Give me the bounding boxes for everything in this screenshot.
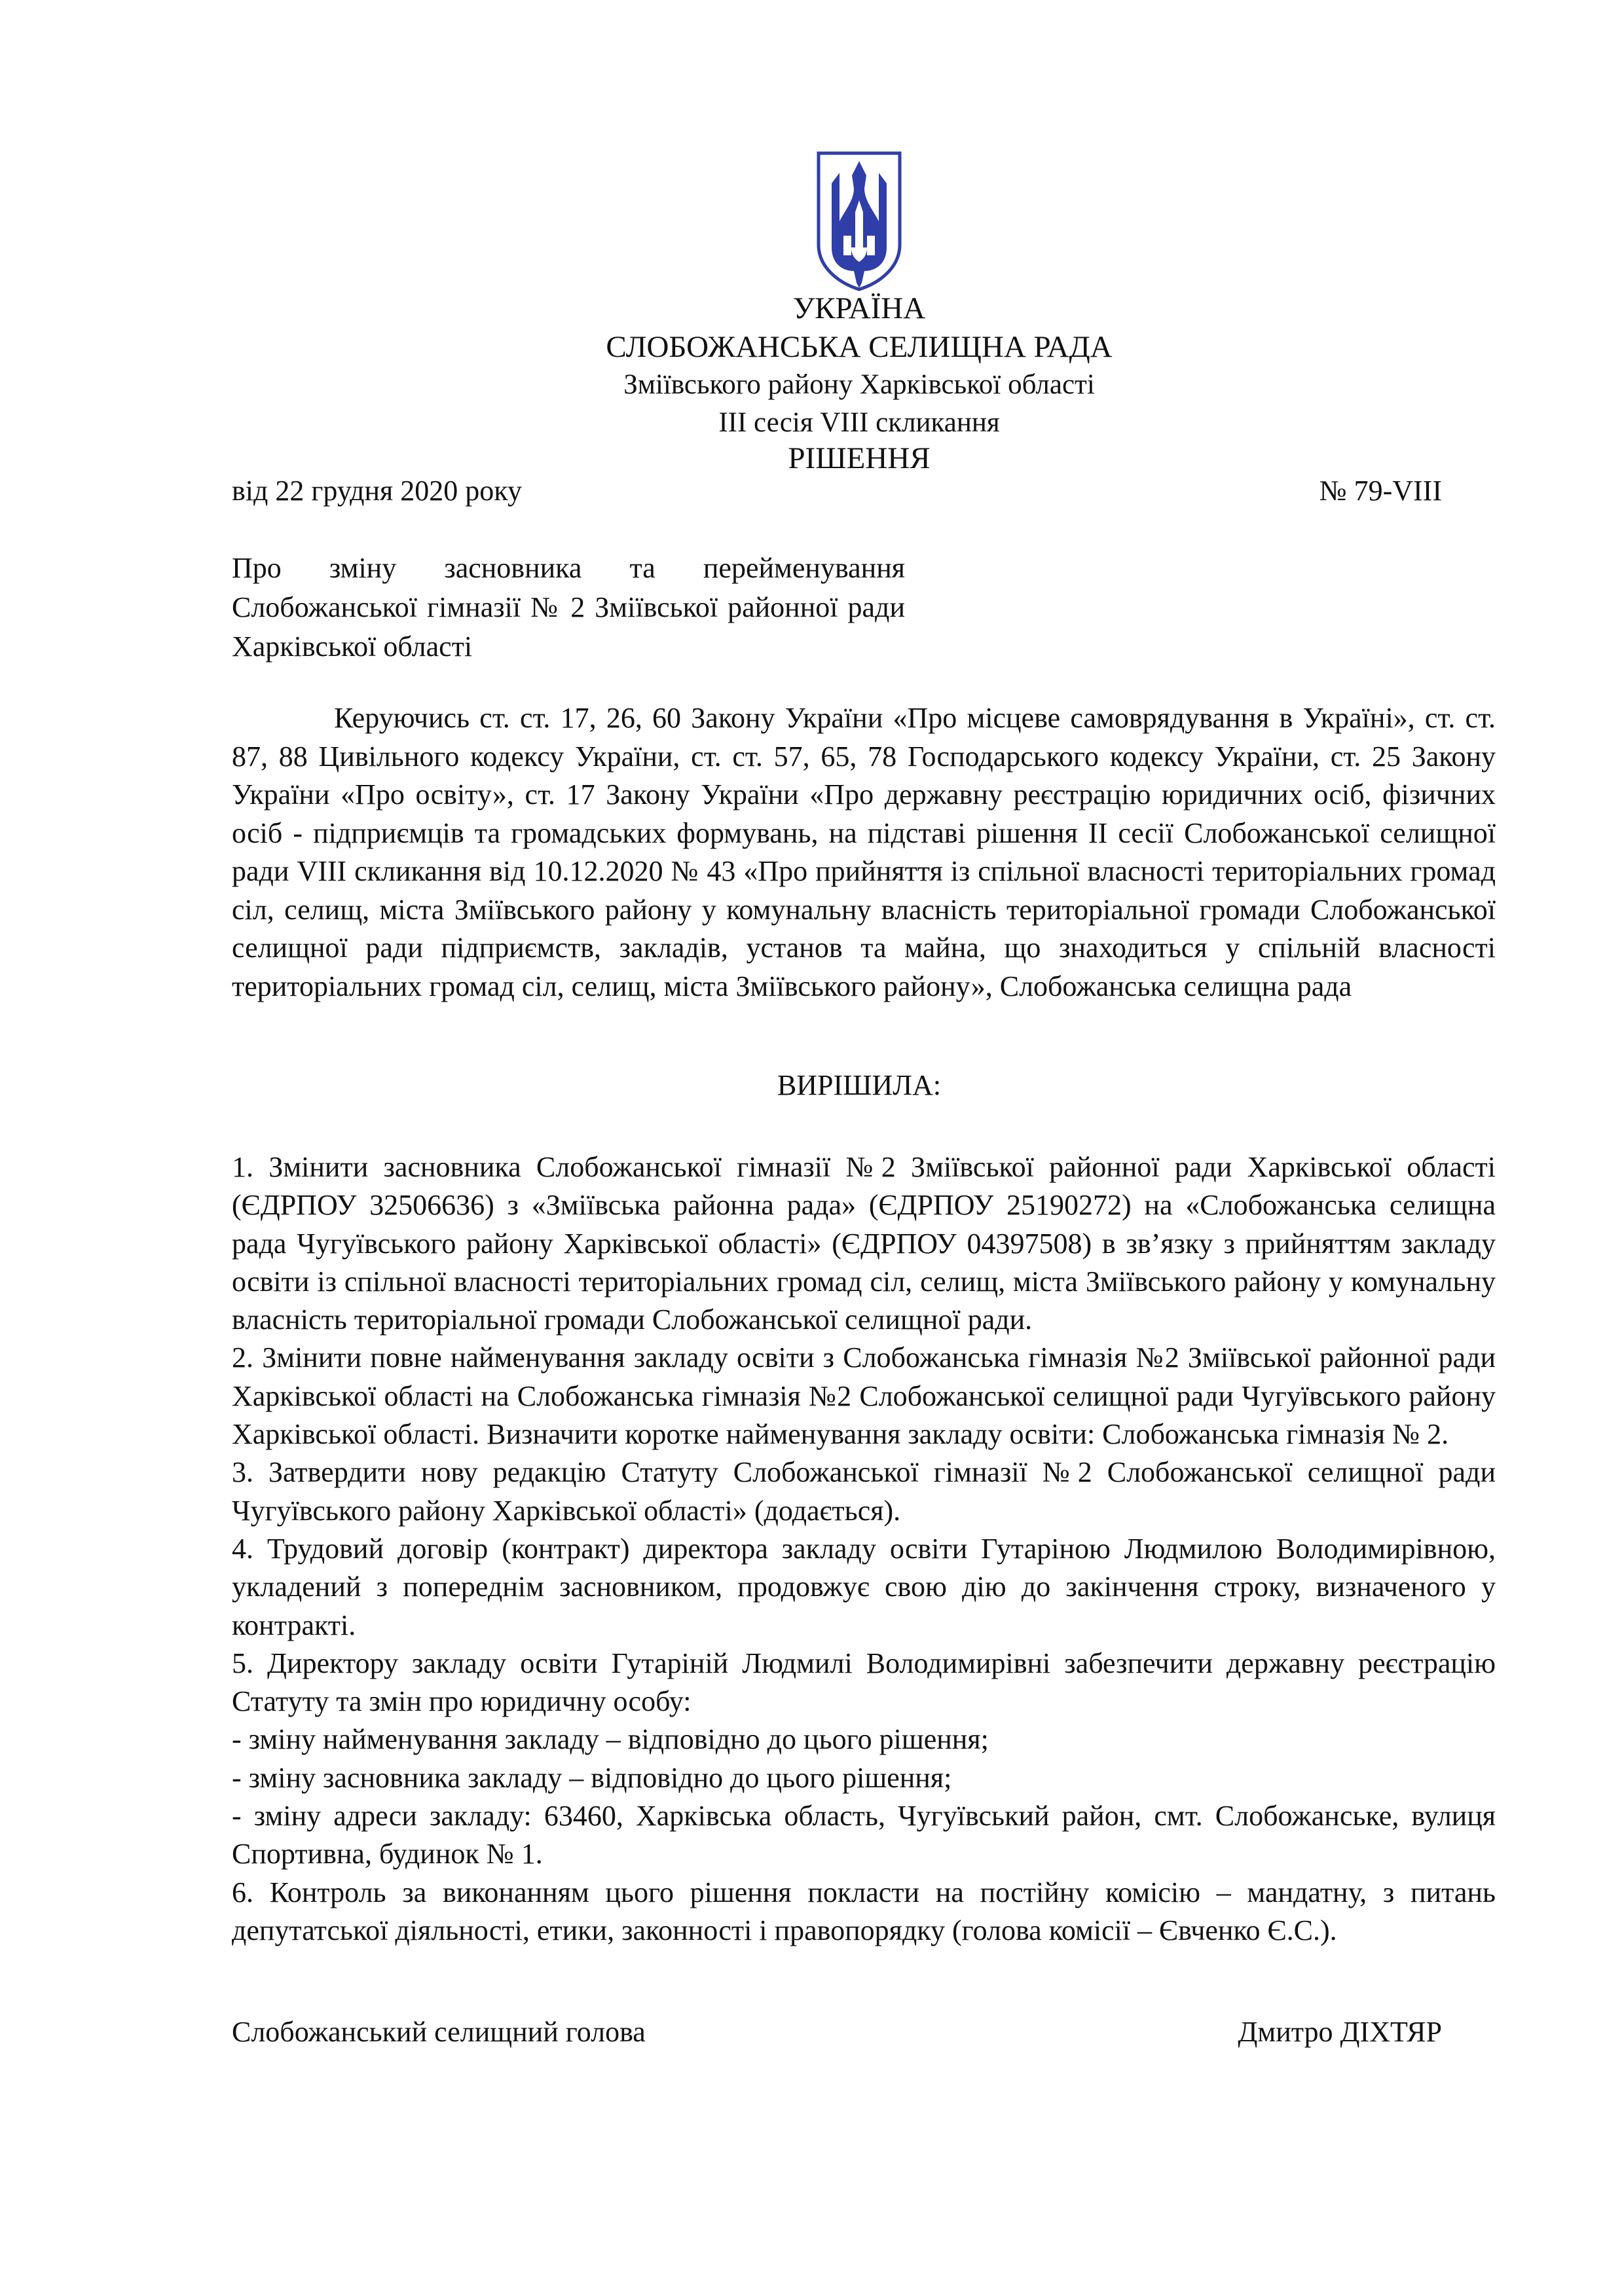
resolution-item-2: 2. Змінити повне найменування закладу освіти з Слобожанська гімназія №2 Зміївської районної ради Харківської області на Слобожанська гімназія №2 Слобожанської селищної ради Чугуївського району Харківської області. Визначити коротке найменування закладу освіти: Слобожанська гімназія № 2. xyxy=(232,1341,1496,1451)
resolution-subitem-founder-change: - зміну засновника закладу – відповідно до цього рішення; xyxy=(232,1761,952,1794)
district-heading: Зміївського району Харківської області xyxy=(623,369,1095,400)
session-heading: ІІІ сесія VІІІ скликання xyxy=(718,407,1000,438)
decision-date: від 22 грудня 2020 року xyxy=(232,475,523,507)
document-type-heading: РІШЕННЯ xyxy=(788,441,931,475)
resolution-subitem-address-change: - зміну адреси закладу: 63460, Харківська область, Чугуївський район, смт. Слобожанське, вулиця Спортивна, будинок № 1. xyxy=(232,1800,1496,1870)
resolved-heading: ВИРІШИЛА: xyxy=(777,1069,942,1101)
council-heading: СЛОБОЖАНСЬКА СЕЛИЩНА РАДА xyxy=(606,330,1113,364)
resolution-item-1: 1. Змінити засновника Слобожанської гімназії №2 Зміївської районної ради Харківської області (ЄДРПОУ 32506636) з «Зміївська районна рада» (ЄДРПОУ 25190272) на «Слобожанська селищна рада Чугуївського району Харківської області» (ЄДРПОУ 04397508) в зв’язку з прийняттям закладу освіти із спільної власності територіальних громад сіл, селищ, міста Зміївського району у комунальну власність територіальної громади Слобожанської селищної ради. xyxy=(232,1151,1496,1336)
signatory-position: Слобожанський селищний голова xyxy=(232,2016,646,2048)
resolution-item-3: 3. Затвердити нову редакцію Статуту Слобожанської гімназії №2 Слобожанської селищної ради Чугуївського району Харківської області» (додається). xyxy=(232,1456,1496,1527)
coat-of-arms-icon xyxy=(815,149,904,292)
decision-subject: Про зміну засновника та перейменування Слобожанської гімназії № 2 Зміївської районної ради Харківської області xyxy=(232,552,905,663)
resolution-item-5: 5. Директору закладу освіти Гутаріній Людмилі Володимирівні забезпечити державну реєстрацію Статуту та змін про юридичну особу: xyxy=(232,1647,1496,1718)
resolution-item-6: 6. Контроль за виконанням цього рішення покласти на постійну комісію – мандатну, з питань депутатської діяльності, етики, законності і правопорядку (голова комісії – Євченко Є.С.). xyxy=(232,1876,1496,1946)
decision-number: № 79-VIIІ xyxy=(1319,475,1442,507)
preamble-paragraph: Керуючись ст. ст. 17, 26, 60 Закону України «Про місцеве самоврядування в Україні», ст. ст. 87, 88 Цивільного кодексу України, ст. ст. 57, 65, 78 Господарського кодексу України, ст. 25 Закону України «Про освіту», ст. 17 Закону України «Про державну реєстрацію юридичних осіб, фізичних осіб - підприємців та громадських формувань, на підставі рішення ІІ сесії Слобожанської селищної ради VIII скликання від 10.12.2020 № 43 «Про прийняття із спільної власності територіальних громад сіл, селищ, міста Зміївського району у комунальну власність територіальної громади Слобожанської селищної ради підприємств, закладів, установ та майна, що знаходиться у спільній власності територіальних громад сіл, селищ, міста Зміївського району», Слобожанська селищна рада xyxy=(232,702,1496,1002)
resolution-items xyxy=(232,1148,1496,1950)
resolution-item-4: 4. Трудовий договір (контракт) директора закладу освіти Гутаріною Людмилою Володимирівною, укладений з попереднім засновником, продовжує свою дію до закінчення строку, визначеного у контракті. xyxy=(232,1532,1496,1641)
resolution-subitem-name-change: - зміну найменування закладу – відповідно до цього рішення; xyxy=(232,1723,989,1756)
country-heading: УКРАЇНА xyxy=(792,291,926,325)
signatory-name: Дмитро ДІХТЯР xyxy=(1238,2016,1442,2048)
